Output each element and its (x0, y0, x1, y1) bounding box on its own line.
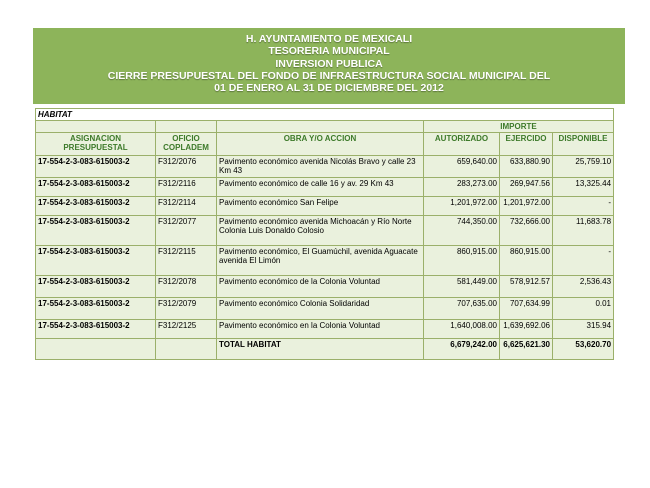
obra-cell: Pavimento económico, El Guamúchil, avenida Aguacate avenida El Limón (217, 246, 424, 276)
disponible-cell: 315.94 (553, 320, 614, 339)
table-row (36, 197, 614, 216)
oficio-cell: F312/2115 (156, 246, 217, 276)
budget-table (35, 108, 614, 360)
oficio-cell: F312/2114 (156, 197, 217, 216)
asignacion-cell: 17-554-2-3-083-615003-2 (36, 197, 156, 216)
table-row (36, 298, 614, 320)
blank-cell (156, 339, 217, 360)
autorizado-cell: 707,635.00 (424, 298, 500, 320)
asignacion-cell: 17-554-2-3-083-615003-2 (36, 216, 156, 246)
total-ejercido: 6,625,621.30 (500, 339, 553, 360)
obra-cell: Pavimento económico avenida Nicolás Bravo y calle 23 Km 43 (217, 156, 424, 178)
blank-cell (217, 121, 424, 133)
header-line-period: 01 DE ENERO AL 31 DE DICIEMBRE DEL 2012 (214, 82, 444, 95)
autorizado-cell: 860,915.00 (424, 246, 500, 276)
disponible-cell: 2,536.43 (553, 276, 614, 298)
ejercido-cell: 1,639,692.06 (500, 320, 553, 339)
table-row (36, 156, 614, 178)
oficio-cell: F312/2078 (156, 276, 217, 298)
table-row (36, 276, 614, 298)
disponible-cell: 25,759.10 (553, 156, 614, 178)
column-header-oficio: OFICIO COPLADEM (156, 133, 217, 156)
column-header-ejercido: EJERCIDO (500, 133, 553, 156)
oficio-cell: F312/2125 (156, 320, 217, 339)
obra-cell: Pavimento económico San Felipe (217, 197, 424, 216)
autorizado-cell: 1,640,008.00 (424, 320, 500, 339)
ejercido-cell: 633,880.90 (500, 156, 553, 178)
disponible-cell: 11,683.78 (553, 216, 614, 246)
report-header-banner (33, 28, 625, 104)
total-disponible: 53,620.70 (553, 339, 614, 360)
blank-cell (36, 121, 156, 133)
disponible-cell: 13,325.44 (553, 178, 614, 197)
autorizado-cell: 283,273.00 (424, 178, 500, 197)
blank-cell (156, 121, 217, 133)
asignacion-cell: 17-554-2-3-083-615003-2 (36, 276, 156, 298)
table-row (36, 246, 614, 276)
table-row (36, 178, 614, 197)
importe-header: IMPORTE (424, 121, 614, 133)
column-header-obra: OBRA Y/O ACCION (217, 133, 424, 156)
disponible-cell: - (553, 246, 614, 276)
autorizado-cell: 744,350.00 (424, 216, 500, 246)
disponible-cell: - (553, 197, 614, 216)
section-title: HABITAT (36, 109, 614, 121)
oficio-cell: F312/2116 (156, 178, 217, 197)
table-row (36, 216, 614, 246)
column-header-asignacion: ASIGNACION PRESUPUESTAL (36, 133, 156, 156)
header-line-treasury: TESORERIA MUNICIPAL (268, 45, 390, 58)
obra-cell: Pavimento económico de la Colonia Voluntad (217, 276, 424, 298)
blank-cell (36, 339, 156, 360)
ejercido-cell: 707,634.99 (500, 298, 553, 320)
asignacion-cell: 17-554-2-3-083-615003-2 (36, 298, 156, 320)
autorizado-cell: 581,449.00 (424, 276, 500, 298)
obra-cell: Pavimento económico de calle 16 y av. 29 Km 43 (217, 178, 424, 197)
asignacion-cell: 17-554-2-3-083-615003-2 (36, 156, 156, 178)
oficio-cell: F312/2079 (156, 298, 217, 320)
autorizado-cell: 1,201,972.00 (424, 197, 500, 216)
header-line-municipality: H. AYUNTAMIENTO DE MEXICALI (245, 33, 413, 45)
autorizado-cell: 659,640.00 (424, 156, 500, 178)
obra-cell: Pavimento económico avenida Michoacán y Río Norte Colonia Luis Donaldo Colosio (217, 216, 424, 246)
oficio-cell: F312/2077 (156, 216, 217, 246)
table-row (36, 320, 614, 339)
obra-cell: Pavimento económico en la Colonia Voluntad (217, 320, 424, 339)
total-label: TOTAL HABITAT (217, 339, 424, 360)
column-header-autorizado: AUTORIZADO (424, 133, 500, 156)
column-header-disponible: DISPONIBLE (553, 133, 614, 156)
asignacion-cell: 17-554-2-3-083-615003-2 (36, 178, 156, 197)
ejercido-cell: 860,915.00 (500, 246, 553, 276)
obra-cell: Pavimento económico Colonia Solidaridad (217, 298, 424, 320)
asignacion-cell: 17-554-2-3-083-615003-2 (36, 320, 156, 339)
ejercido-cell: 732,666.00 (500, 216, 553, 246)
header-line-investment: INVERSION PUBLICA (275, 57, 383, 70)
header-line-title: CIERRE PRESUPUESTAL DEL FONDO DE INFRAESTRUCTURA SOCIAL MUNICIPAL DEL (107, 69, 551, 82)
total-autorizado: 6,679,242.00 (424, 339, 500, 360)
ejercido-cell: 269,947.56 (500, 178, 553, 197)
ejercido-cell: 578,912.57 (500, 276, 553, 298)
oficio-cell: F312/2076 (156, 156, 217, 178)
asignacion-cell: 17-554-2-3-083-615003-2 (36, 246, 156, 276)
ejercido-cell: 1,201,972.00 (500, 197, 553, 216)
disponible-cell: 0.01 (553, 298, 614, 320)
total-row (36, 339, 614, 360)
